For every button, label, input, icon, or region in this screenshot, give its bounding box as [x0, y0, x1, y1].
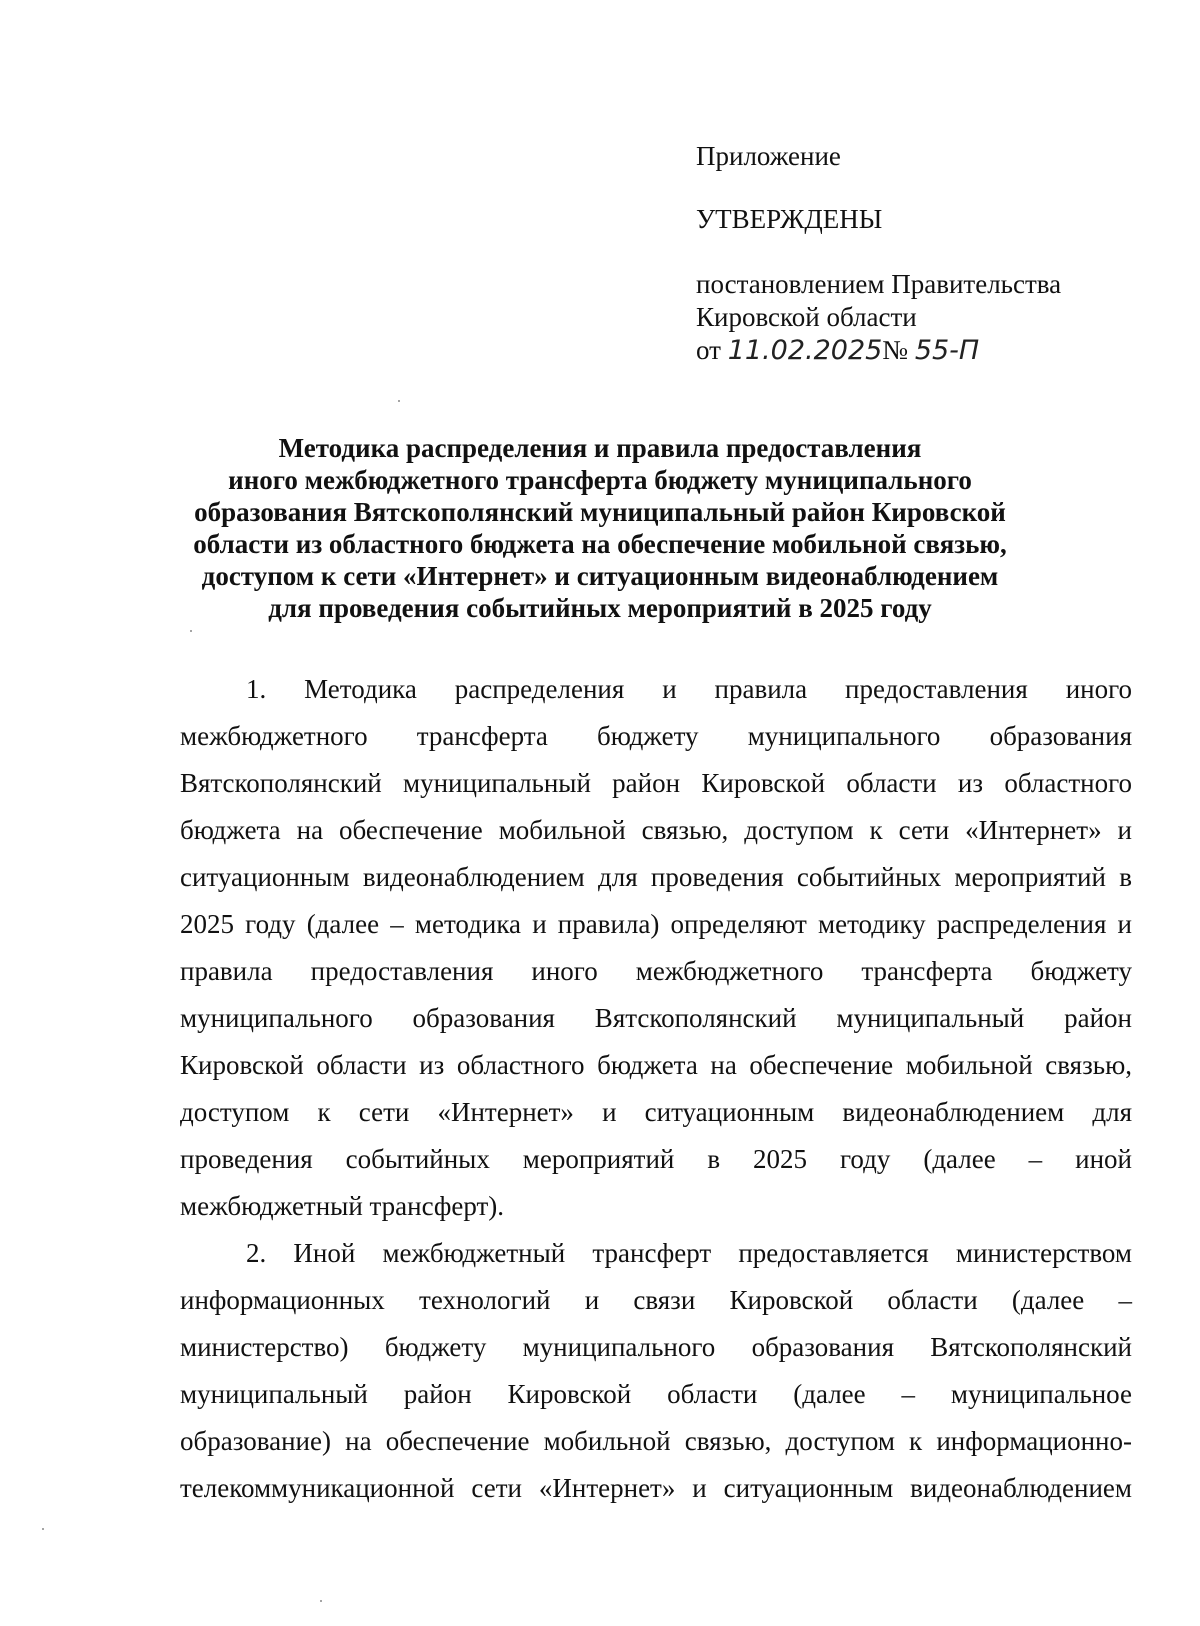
title-line: Методика распределения и правила предоставления: [278, 433, 922, 463]
body-line: правила предоставления иного межбюджетного трансферта бюджету: [180, 956, 1132, 986]
paragraph-1: [180, 666, 1132, 1230]
handwritten-number: 55-П: [914, 335, 980, 366]
body-line: проведения событийных мероприятий в 2025 году (далее – иной: [180, 1144, 1132, 1174]
handwritten-date: 11.02.2025: [727, 335, 883, 366]
body-line: муниципальный район Кировской области (далее – муниципальное: [180, 1379, 1132, 1409]
body-line: Кировской области из областного бюджета на обеспечение мобильной связью,: [180, 1050, 1132, 1080]
approved-by-line-2: Кировской области: [696, 302, 917, 332]
approved-by-line-1: постановлением Правительства: [696, 269, 1062, 299]
body-line: муниципального образования Вятскополянский муниципальный район: [180, 1003, 1132, 1033]
scan-speck: [190, 630, 192, 632]
scan-speck: [398, 400, 400, 402]
body-line: образование) на обеспечение мобильной связью, доступом к информационно-: [180, 1426, 1132, 1456]
scan-speck: [42, 1528, 44, 1530]
document-title: [160, 432, 1040, 624]
body-line: доступом к сети «Интернет» и ситуационным видеонаблюдением для: [180, 1097, 1132, 1127]
appendix-label: Приложение: [696, 141, 841, 171]
body-line: межбюджетный трансферт).: [180, 1191, 505, 1221]
paragraph-2: [180, 1230, 1132, 1512]
title-line: иного межбюджетного трансферта бюджету муниципального: [228, 465, 972, 495]
body-line: бюджета на обеспечение мобильной связью, доступом к сети «Интернет» и: [180, 815, 1132, 845]
body-line: межбюджетного трансферта бюджету муниципального образования: [180, 721, 1132, 751]
date-prefix: от: [696, 335, 721, 365]
title-line: образования Вятскополянский муниципальный район Кировской: [194, 497, 1006, 527]
body-line: телекоммуникационной сети «Интернет» и ситуационным видеонаблюдением: [180, 1473, 1132, 1503]
title-line: области из областного бюджета на обеспечение мобильной связью,: [193, 529, 1007, 559]
title-line: для проведения событийных мероприятий в 2025 году: [268, 593, 932, 623]
body-line: 2025 году (далее – методика и правила) определяют методику распределения и: [180, 909, 1132, 939]
body-line: Вятскополянский муниципальный район Кировской области из областного: [180, 768, 1132, 798]
body-line: министерство) бюджету муниципального образования Вятскополянский: [180, 1332, 1132, 1362]
document-body: [180, 666, 1132, 1512]
approval-block: [696, 140, 1136, 367]
body-line: информационных технологий и связи Кировской области (далее –: [180, 1285, 1132, 1315]
body-line: 1. Методика распределения и правила предоставления иного: [246, 674, 1132, 704]
title-line: доступом к сети «Интернет» и ситуационным видеонаблюдением: [201, 561, 999, 591]
resolution-date-line: [696, 334, 1136, 367]
body-line: 2. Иной межбюджетный трансферт предоставляется министерством: [246, 1238, 1132, 1268]
body-line: ситуационным видеонаблюдением для проведения событийных мероприятий в: [180, 862, 1132, 892]
scan-speck: [320, 1600, 322, 1602]
approved-label: УТВЕРЖДЕНЫ: [696, 204, 883, 234]
number-sign: №: [882, 335, 909, 365]
